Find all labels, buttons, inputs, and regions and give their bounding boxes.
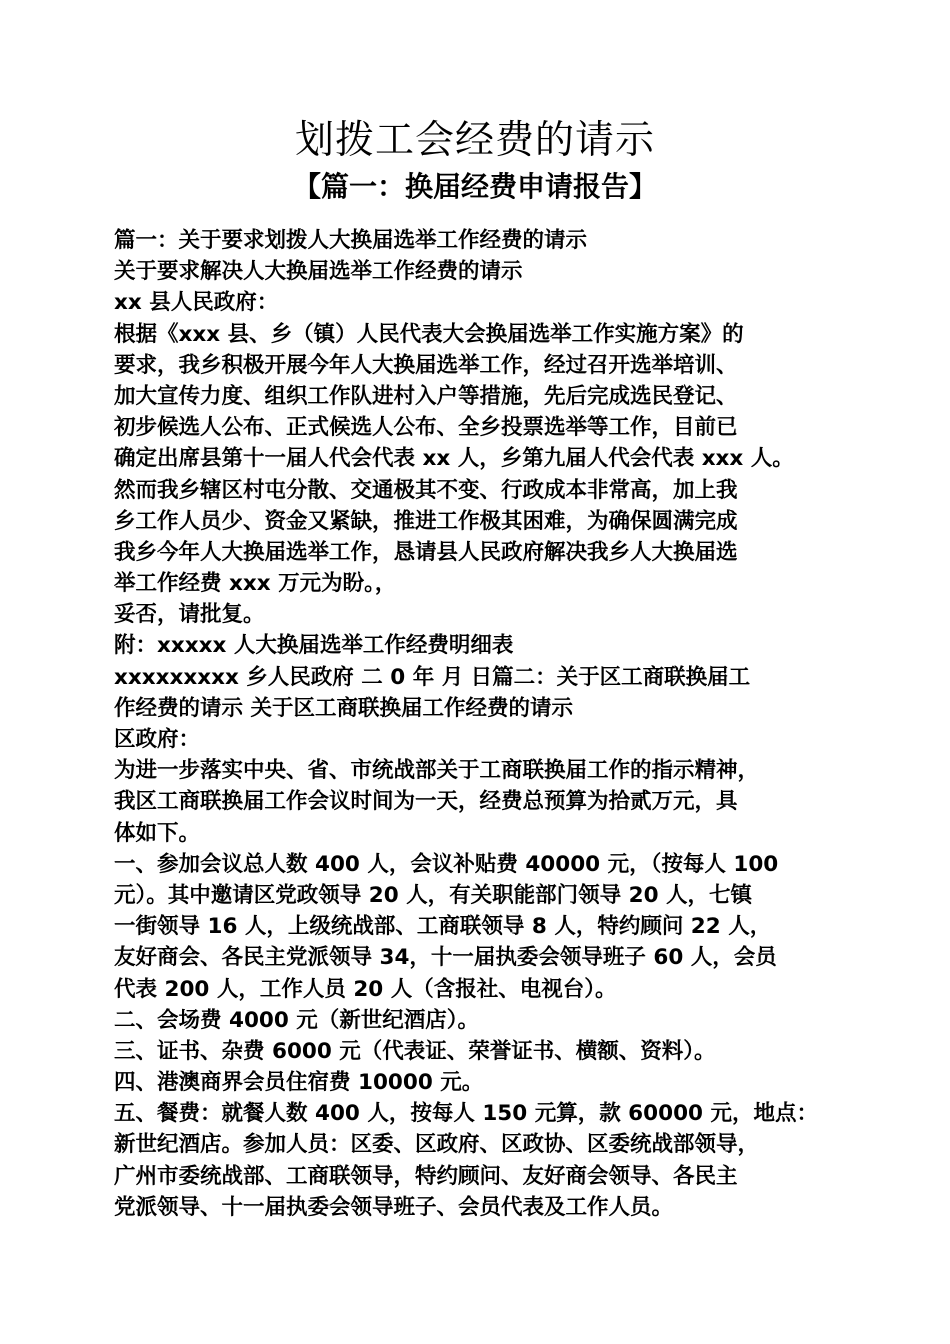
text-line: 新世纪酒店。参加人员：区委、区政府、区政协、区委统战部领导， <box>114 1132 760 1158</box>
document-subtitle: 【篇一：换届经费申请报告】 <box>292 170 657 203</box>
text-line: 举工作经费 xxx 万元为盼。， <box>114 571 397 597</box>
text-line: 元）。其中邀请区党政领导 20 人，有关职能部门领导 20 人，七镇 <box>114 882 753 908</box>
text-line: 四、港澳商界会员住宿费 10000 元。 <box>114 1070 484 1096</box>
text-line: xxxxxxxxx 乡人民政府 二 0 年 月 日篇二：关于区工商联换届工 <box>114 664 751 690</box>
text-line: 一、参加会议总人数 400 人，会议补贴费 40000 元，（按每人 100 <box>114 851 779 877</box>
text-line: 二、会场费 4000 元（新世纪酒店）。 <box>114 1007 480 1033</box>
text-line: 我区工商联换届工作会议时间为一天，经费总预算为拾贰万元，具 <box>114 789 738 815</box>
text-line: xx 县人民政府： <box>114 290 279 316</box>
text-line: 妥否，请批复。 <box>114 602 265 628</box>
text-line: 要求，我乡积极开展今年人大换届选举工作，经过召开选举培训、 <box>114 352 738 378</box>
document-title: 划拨工会经费的请示 <box>294 118 655 163</box>
text-line: 确定出席县第十一届人代会代表 xx 人，乡第九届人代会代表 xxx 人。 <box>114 446 794 472</box>
text-line: 区政府： <box>114 727 201 752</box>
document-body <box>114 225 874 1223</box>
text-line: 附：xxxxx 人大换届选举工作经费明细表 <box>114 633 514 659</box>
text-line: 篇一：关于要求划拨人大换届选举工作经费的请示 <box>114 228 588 253</box>
text-line: 三、证书、杂费 6000 元（代表证、荣誉证书、横额、资料）。 <box>114 1038 716 1064</box>
text-line: 一街领导 16 人，上级统战部、工商联领导 8 人，特约顾问 22 人， <box>114 914 772 940</box>
text-line: 初步候选人公布、正式候选人公布、全乡投票选举等工作，目前已 <box>114 415 738 441</box>
text-line: 为进一步落实中央、省、市统战部关于工商联换届工作的指示精神， <box>114 758 760 784</box>
text-line: 关于要求解决人大换届选举工作经费的请示 <box>114 259 523 285</box>
text-line: 作经费的请示 关于区工商联换届工作经费的请示 <box>114 695 573 721</box>
text-line: 党派领导、十一届执委会领导班子、会员代表及工作人员。 <box>114 1194 674 1220</box>
text-line: 体如下。 <box>114 820 201 846</box>
text-line: 然而我乡辖区村屯分散、交通极其不变、行政成本非常高，加上我 <box>114 477 738 503</box>
text-line: 乡工作人员少、资金又紧缺，推进工作极其困难，为确保圆满完成 <box>114 508 738 534</box>
text-line: 我乡今年人大换届选举工作，恳请县人民政府解决我乡人大换届选 <box>114 539 738 565</box>
text-line: 广州市委统战部、工商联领导，特约顾问、友好商会领导、各民主 <box>114 1163 738 1189</box>
text-line: 友好商会、各民主党派领导 34，十一届执委会领导班子 60 人，会员 <box>114 945 777 971</box>
text-line: 根据《xxx 县、乡（镇）人民代表大会换届选举工作实施方案》的 <box>114 321 744 347</box>
text-line: 五、餐费：就餐人数 400 人，按每人 150 元算，款 60000 元，地点： <box>114 1101 818 1127</box>
text-line: 加大宣传力度、组织工作队进村入户等措施，先后完成选民登记、 <box>114 383 738 409</box>
text-line: 代表 200 人，工作人员 20 人（含报社、电视台）。 <box>114 976 617 1002</box>
